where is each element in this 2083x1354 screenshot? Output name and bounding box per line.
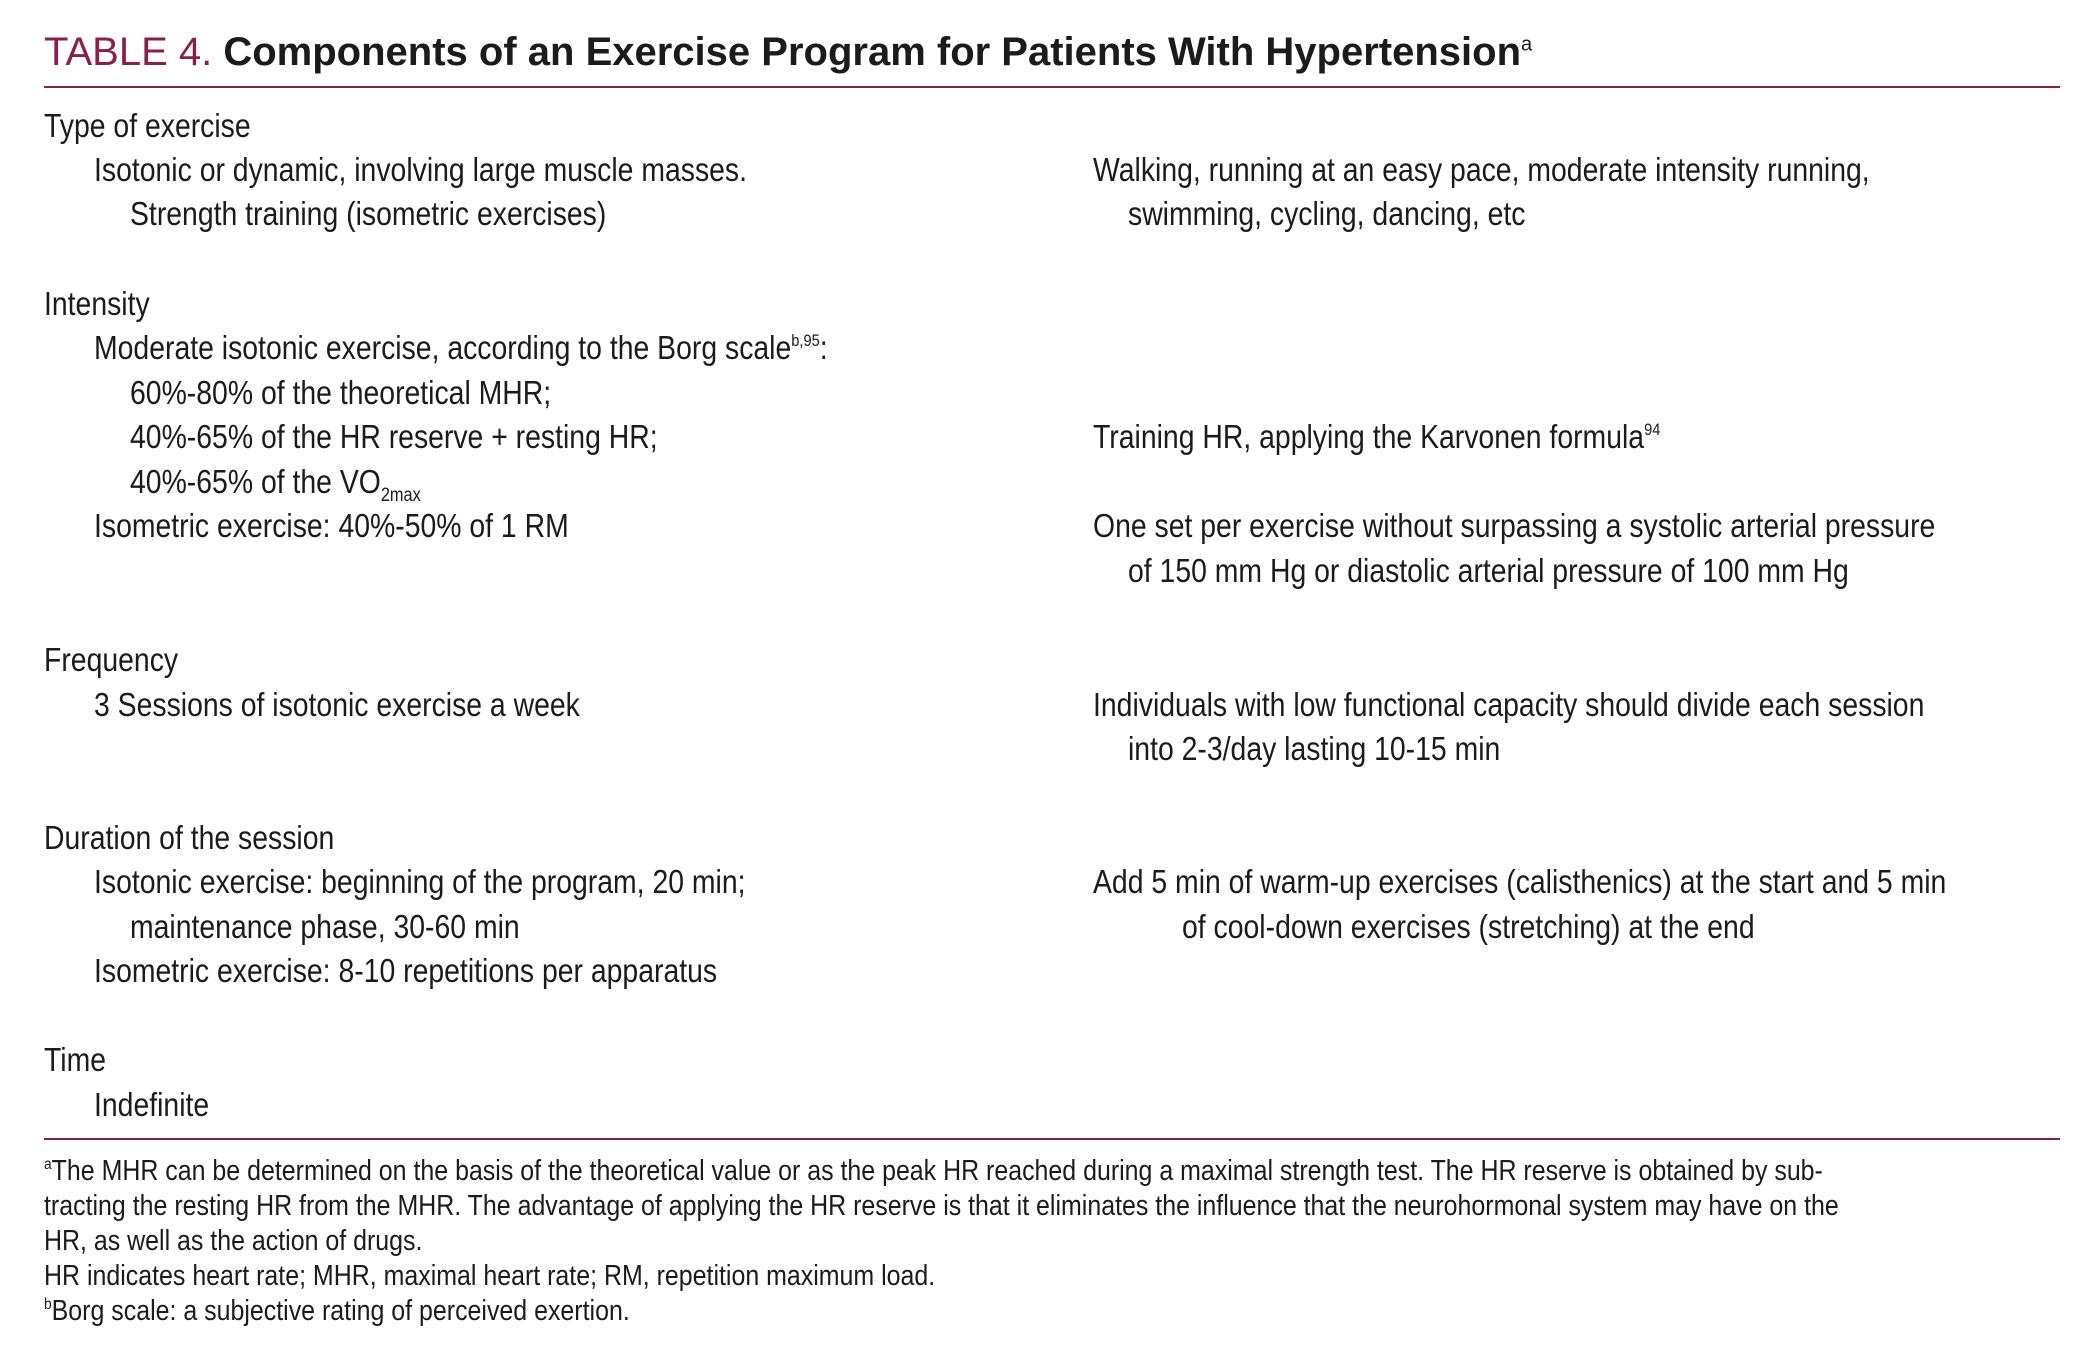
section-heading-frequency: Frequency: [44, 641, 179, 678]
borg-reference-mark: b,95: [791, 331, 820, 350]
footnote-a-mark: a: [44, 1156, 52, 1173]
karvonen-text: Training HR, applying the Karvonen formula: [1093, 418, 1645, 455]
type-left-line-1: Isotonic or dynamic, involving large muscle masses.: [94, 151, 748, 188]
footnote-a-line-3: HR, as well as the action of drugs.: [44, 1225, 423, 1257]
footnote-a-line-2: tracting the resting HR from the MHR. The advantage of applying the HR reserve is that it eliminates the influence that the neurohormonal system may have on the: [44, 1190, 1839, 1222]
table-number: TABLE 4.: [44, 30, 213, 74]
intensity-right-line-3: of 150 mm Hg or diastolic arterial pressure of 100 mm Hg: [1128, 552, 1849, 589]
title-footnote-mark: a: [1521, 33, 1533, 56]
footnote-a-line-1: [44, 1154, 1823, 1189]
table-title: [44, 28, 1532, 76]
type-right-line-1: Walking, running at an easy pace, moderate intensity running,: [1093, 151, 1870, 188]
type-left-line-2: Strength training (isometric exercises): [130, 195, 607, 232]
footnote-b-text: Borg scale: a subjective rating of perceived exertion.: [51, 1295, 630, 1327]
footnote-abbreviations: HR indicates heart rate; MHR, maximal heart rate; RM, repetition maximum load.: [44, 1260, 936, 1292]
intensity-left-line-1-text: Moderate isotonic exercise, according to the Borg scale: [94, 329, 792, 366]
intensity-left-line-5: Isometric exercise: 40%-50% of 1 RM: [94, 507, 569, 544]
footnote-b: [44, 1294, 630, 1329]
section-heading-intensity: Intensity: [44, 285, 150, 322]
section-heading-type: Type of exercise: [44, 107, 251, 144]
intensity-left-line-1: [94, 326, 828, 370]
intensity-left-line-4: [130, 460, 421, 504]
vo2-subscript: 2max: [380, 485, 421, 506]
frequency-right-line-1: Individuals with low functional capacity should divide each session: [1093, 686, 1925, 723]
duration-left-line-3: Isometric exercise: 8-10 repetitions per apparatus: [94, 952, 718, 989]
footnote-a-line-1-text: The MHR can be determined on the basis of the theoretical value or as the peak HR reached during a maximal strength test. The HR reserve is obtained by sub-: [51, 1155, 1823, 1187]
intensity-left-line-2: 60%-80% of the theoretical MHR;: [130, 374, 552, 411]
table-caption: Components of an Exercise Program for Patients With Hypertension: [223, 30, 1522, 74]
duration-left-line-2: maintenance phase, 30-60 min: [130, 908, 520, 945]
intensity-right-line-1: [1093, 415, 1660, 459]
intensity-left-line-1-end: :: [819, 329, 828, 366]
bottom-rule: [44, 1138, 2060, 1140]
intensity-left-line-3: 40%-65% of the HR reserve + resting HR;: [130, 418, 658, 455]
vo2-text: 40%-65% of the VO: [130, 463, 381, 500]
duration-left-line-1: Isotonic exercise: beginning of the program, 20 min;: [94, 863, 746, 900]
intensity-right-line-2: One set per exercise without surpassing a systolic arterial pressure: [1093, 507, 1936, 544]
top-rule: [44, 86, 2060, 88]
frequency-left-line-1: 3 Sessions of isotonic exercise a week: [94, 686, 580, 723]
section-heading-time: Time: [44, 1041, 107, 1078]
frequency-right-line-2: into 2-3/day lasting 10-15 min: [1128, 730, 1501, 767]
karvonen-reference-mark: 94: [1644, 420, 1661, 439]
duration-right-line-2: of cool-down exercises (stretching) at the end: [1182, 908, 1755, 945]
type-right-line-2: swimming, cycling, dancing, etc: [1128, 195, 1526, 232]
footnote-b-mark: b: [44, 1296, 52, 1313]
time-left-line-1: Indefinite: [94, 1086, 210, 1123]
duration-right-line-1: Add 5 min of warm-up exercises (calisthenics) at the start and 5 min: [1093, 863, 1947, 900]
section-heading-duration: Duration of the session: [44, 819, 335, 856]
